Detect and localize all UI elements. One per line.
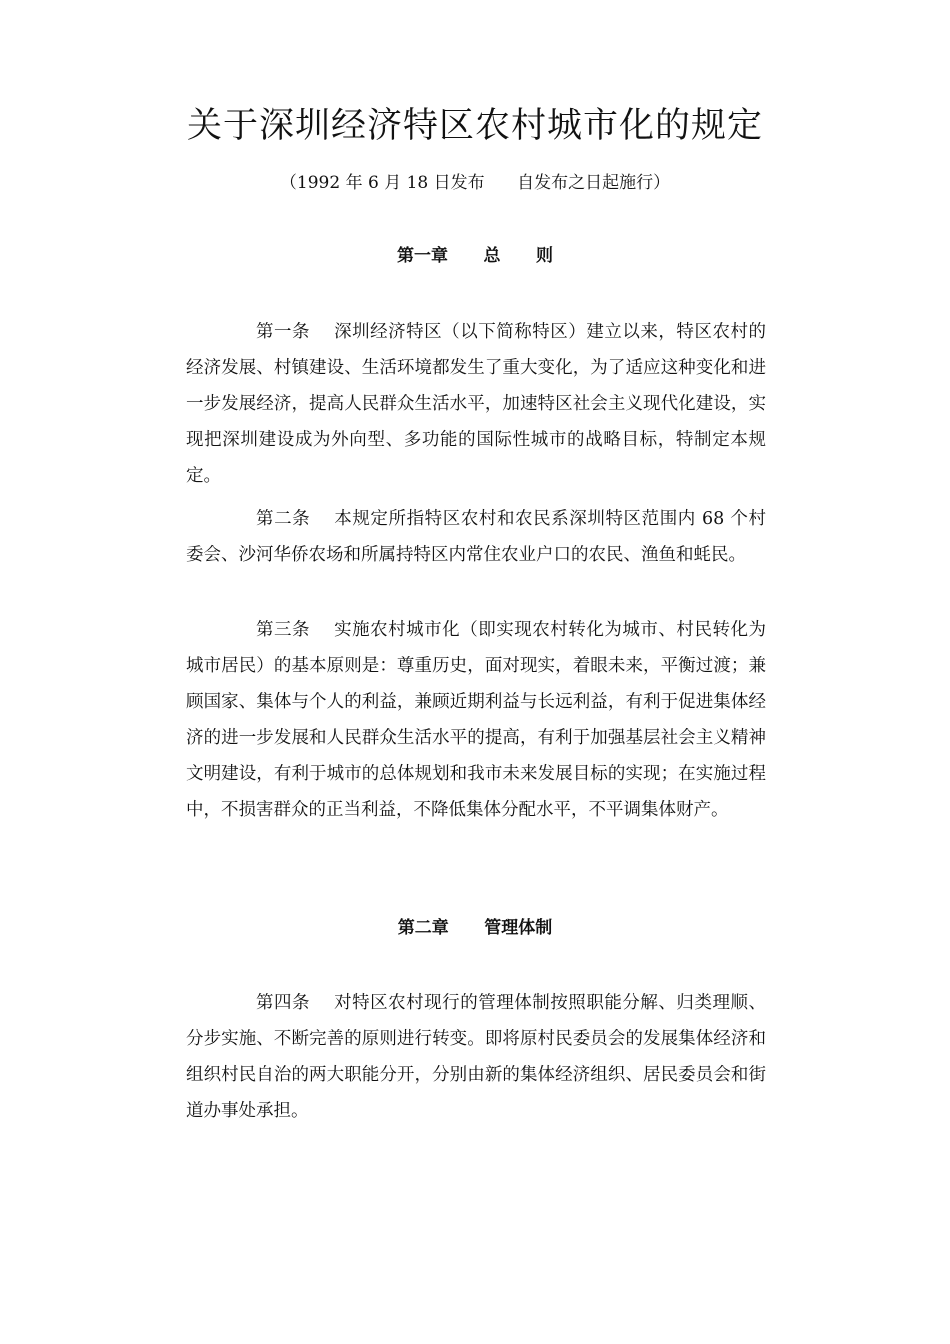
article-paragraph xyxy=(186,314,766,494)
article-label: 第三条 xyxy=(256,620,311,640)
article-text: 对特区农村现行的管理体制按照职能分解、归类理顺、分步实施、不断完善的原则进行转变。即将原村民委员会的发展集体经济和组织村民自治的两大职能分开，分别由新的集体经济组织、居民委员会和街道办事处承担。 xyxy=(186,993,767,1121)
article-paragraph xyxy=(186,501,766,573)
document-subtitle: （1992 年 6 月 18 日发布 自发布之日起施行） xyxy=(279,173,671,193)
article-label: 第一条 xyxy=(256,322,311,342)
article-text: 本规定所指特区农村和农民系深圳特区范围内 68 个村委会、沙河华侨农场和所属持特区内常住农业户口的农民、渔鱼和蚝民。 xyxy=(186,509,766,565)
article-label: 第四条 xyxy=(256,993,311,1013)
document-title: 关于深圳经济特区农村城市化的规定 xyxy=(186,106,763,146)
article-text: 实施农村城市化（即实现农村转化为城市、村民转化为城市居民）的基本原则是：尊重历史，面对现实，着眼未来，平衡过渡；兼顾国家、集体与个人的利益，兼顾近期利益与长远利益，有利于促进集体经济的进一步发展和人民群众生活水平的提高，有利于加强基层社会主义精神文明建设，有利于城市的总体规划和我市未来发展目标的实现；在实施过程中，不损害群众的正当利益，不降低集体分配水平，不平调集体财产。 xyxy=(186,620,767,820)
chapter-heading: 第一章 总 则 xyxy=(396,246,554,266)
chapter-heading: 第二章 管理体制 xyxy=(397,918,553,938)
article-paragraph xyxy=(186,612,766,828)
article-label: 第二条 xyxy=(256,509,311,529)
article-text: 深圳经济特区（以下简称特区）建立以来，特区农村的经济发展、村镇建设、生活环境都发生了重大变化，为了适应这种变化和进一步发展经济，提高人民群众生活水平，加速特区社会主义现代化建设，实现把深圳建设成为外向型、多功能的国际性城市的战略目标，特制定本规定。 xyxy=(186,322,767,486)
article-paragraph xyxy=(186,985,766,1129)
